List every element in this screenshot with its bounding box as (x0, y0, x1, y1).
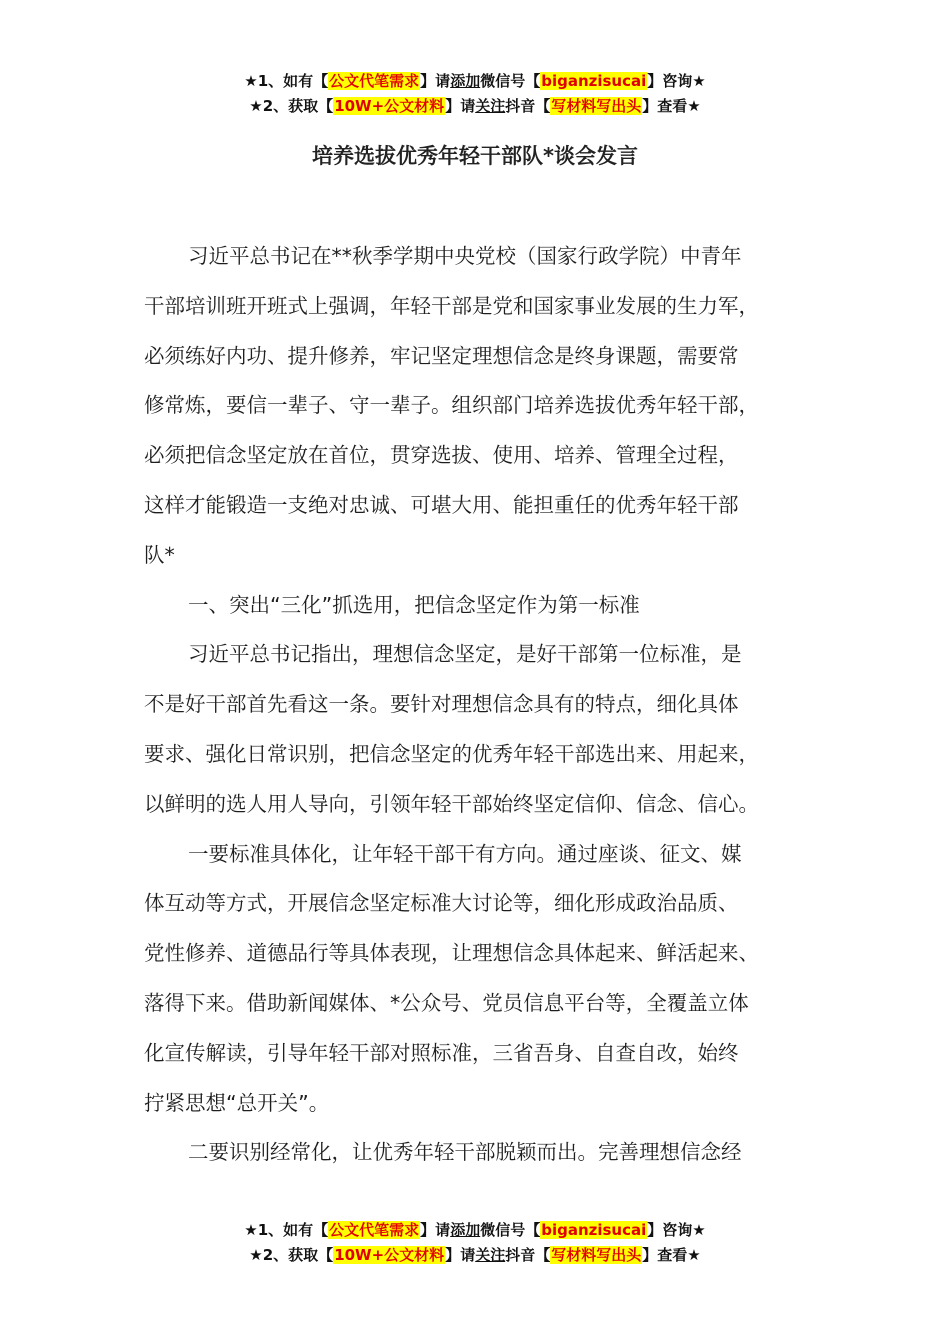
banner-highlight: 写材料写出头 (551, 1246, 642, 1264)
banner-text: 微信号【 (480, 1221, 541, 1239)
banner-highlight: 写材料写出头 (551, 97, 642, 115)
banner-highlight: 10W+公文材料 (334, 97, 445, 115)
banner-line-1 (0, 1218, 950, 1243)
banner-text: 抖音【 (505, 1246, 551, 1264)
document-body (144, 232, 834, 1178)
body-line: 习近平总书记在**秋季学期中央党校（国家行政学院）中青年 (188, 244, 742, 268)
body-line: 体互动等方式，开展信念坚定标准大讨论等，细化形成政治品质、 (144, 891, 739, 916)
body-line: 二要识别经常化，让优秀年轻干部脱颖而出。完善理想信念经 (188, 1140, 742, 1165)
body-line: 落得下来。借助新闻媒体、*公众号、党员信息平台等，全覆盖立体 (144, 990, 749, 1015)
body-line: 必须把信念坚定放在首位，贯穿选拔、使用、培养、管理全过程， (144, 443, 739, 468)
banner-underline: 添加 (450, 72, 481, 90)
body-line: 队* (144, 542, 175, 567)
body-line: 习近平总书记指出，理想信念坚定，是好干部第一位标准，是 (188, 642, 742, 667)
banner-highlight: 公文代笔需求 (329, 72, 420, 90)
body-line: 不是好干部首先看这一条。要针对理想信念具有的特点，细化具体 (144, 692, 739, 717)
banner-text: 】请 (420, 72, 451, 90)
banner-text: ★1、如有【 (244, 72, 329, 90)
top-banner (0, 69, 950, 119)
body-line: 党性修养、道德品行等具体表现，让理想信念具体起来、鲜活起来、 (144, 941, 759, 966)
body-line: 这样才能锻造一支绝对忠诚、可堪大用、能担重任的优秀年轻干部 (144, 492, 739, 517)
body-line: 一要标准具体化，让年轻干部干有方向。通过座谈、征文、媒 (188, 841, 742, 866)
body-line: 化宣传解读，引导年轻干部对照标准，三省吾身、自查自改，始终 (144, 1040, 739, 1065)
banner-line-2 (0, 1243, 950, 1268)
banner-text: 】咨询★ (647, 72, 706, 90)
banner-text: 】查看★ (642, 97, 701, 115)
banner-highlight: biganzisucai (541, 1221, 647, 1239)
banner-highlight: 10W+公文材料 (334, 1246, 445, 1264)
bottom-banner (0, 1218, 950, 1268)
banner-line-2 (0, 94, 950, 119)
section-heading: 一、突出“三化”抓选用，把信念坚定作为第一标准 (188, 592, 640, 617)
banner-text: 】咨询★ (647, 1221, 706, 1239)
banner-text: 抖音【 (505, 97, 551, 115)
banner-text: ★2、获取【 (249, 1246, 334, 1264)
body-line: 以鲜明的选人用人导向，引领年轻干部始终坚定信仰、信念、信心。 (144, 791, 759, 816)
body-line: 修常炼，要信一辈子、守一辈子。组织部门培养选拔优秀年轻干部， (144, 393, 759, 418)
body-line: 干部培训班开班式上强调，年轻干部是党和国家事业发展的生力军， (144, 293, 759, 318)
body-line: 必须练好内功、提升修养，牢记坚定理想信念是终身课题，需要常 (144, 343, 739, 368)
body-line: 拧紧思想“总开关”。 (144, 1090, 330, 1115)
banner-text: ★2、获取【 (249, 97, 334, 115)
banner-text: 】请 (445, 1246, 476, 1264)
banner-text: ★1、如有【 (244, 1221, 329, 1239)
banner-highlight: 公文代笔需求 (329, 1221, 420, 1239)
banner-underline: 关注 (475, 1246, 506, 1264)
body-line: 要求、强化日常识别，把信念坚定的优秀年轻干部选出来、用起来， (144, 741, 759, 766)
banner-underline: 添加 (450, 1221, 481, 1239)
banner-text: 】请 (445, 97, 476, 115)
banner-text: 】查看★ (642, 1246, 701, 1264)
banner-line-1 (0, 69, 950, 94)
banner-text: 微信号【 (480, 72, 541, 90)
banner-text: 】请 (420, 1221, 451, 1239)
document-title: 培养选拔优秀年轻干部队*谈会发言 (312, 144, 638, 168)
banner-highlight: biganzisucai (541, 72, 647, 90)
banner-underline: 关注 (475, 97, 506, 115)
